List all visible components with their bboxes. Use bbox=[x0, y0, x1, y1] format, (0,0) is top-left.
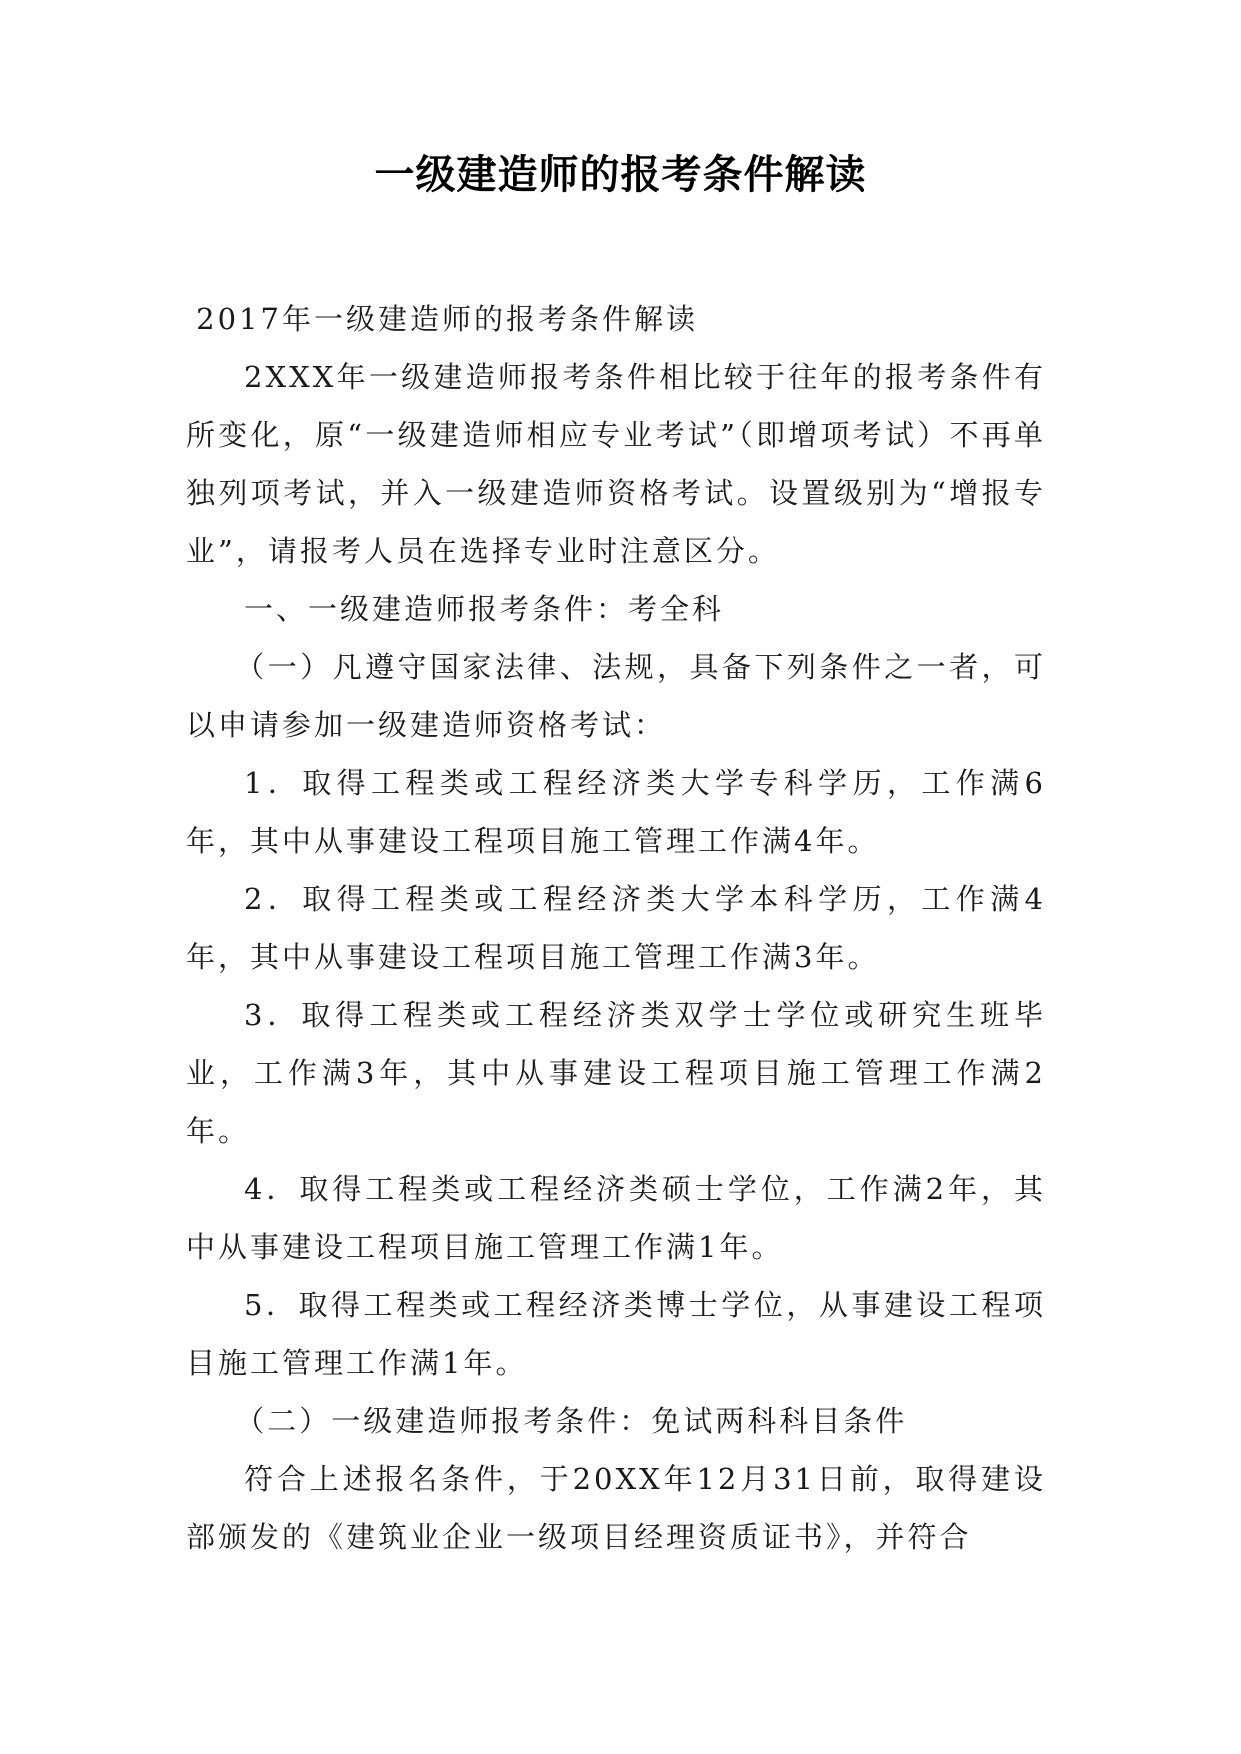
document-body bbox=[186, 290, 1046, 1566]
condition-item-4: 4．取得工程类或工程经济类硕士学位，工作满2年，其中从事建设工程项目施工管理工作满1年。 bbox=[186, 1172, 1046, 1264]
section-heading-1: 一、一级建造师报考条件：考全科 bbox=[244, 592, 725, 626]
paragraph-intro: 2XXX年一级建造师报考条件相比较于往年的报考条件有所变化，原“一级建造师相应专业考试”（即增项考试）不再单独列项考试，并入一级建造师资格考试。设置级别为“增报专业”，请报考人员在选择专业时注意区分。 bbox=[186, 360, 1046, 568]
document-subtitle: 2017年一级建造师的报考条件解读 bbox=[196, 302, 698, 336]
condition-item-3: 3．取得工程类或工程经济类双学士学位或研究生班毕业，工作满3年，其中从事建设工程项目施工管理工作满2年。 bbox=[186, 998, 1046, 1148]
subsection-heading-1: （一）凡遵守国家法律、法规，具备下列条件之一者，可以申请参加一级建造师资格考试： bbox=[186, 650, 1046, 742]
condition-item-5: 5．取得工程类或工程经济类博士学位，从事建设工程项目施工管理工作满1年。 bbox=[186, 1288, 1046, 1380]
condition-item-2: 2．取得工程类或工程经济类大学本科学历，工作满4年，其中从事建设工程项目施工管理工作满3年。 bbox=[186, 882, 1046, 974]
document-title: 一级建造师的报考条件解读 bbox=[374, 152, 867, 198]
condition-item-1: 1．取得工程类或工程经济类大学专科学历，工作满6年，其中从事建设工程项目施工管理工作满4年。 bbox=[186, 766, 1046, 858]
paragraph-exemption: 符合上述报名条件，于20XX年12月31日前，取得建设部颁发的《建筑业企业一级项目经理资质证书》，并符合 bbox=[186, 1462, 1046, 1554]
subsection-heading-2: （二）一级建造师报考条件：免试两科科目条件 bbox=[235, 1404, 908, 1438]
